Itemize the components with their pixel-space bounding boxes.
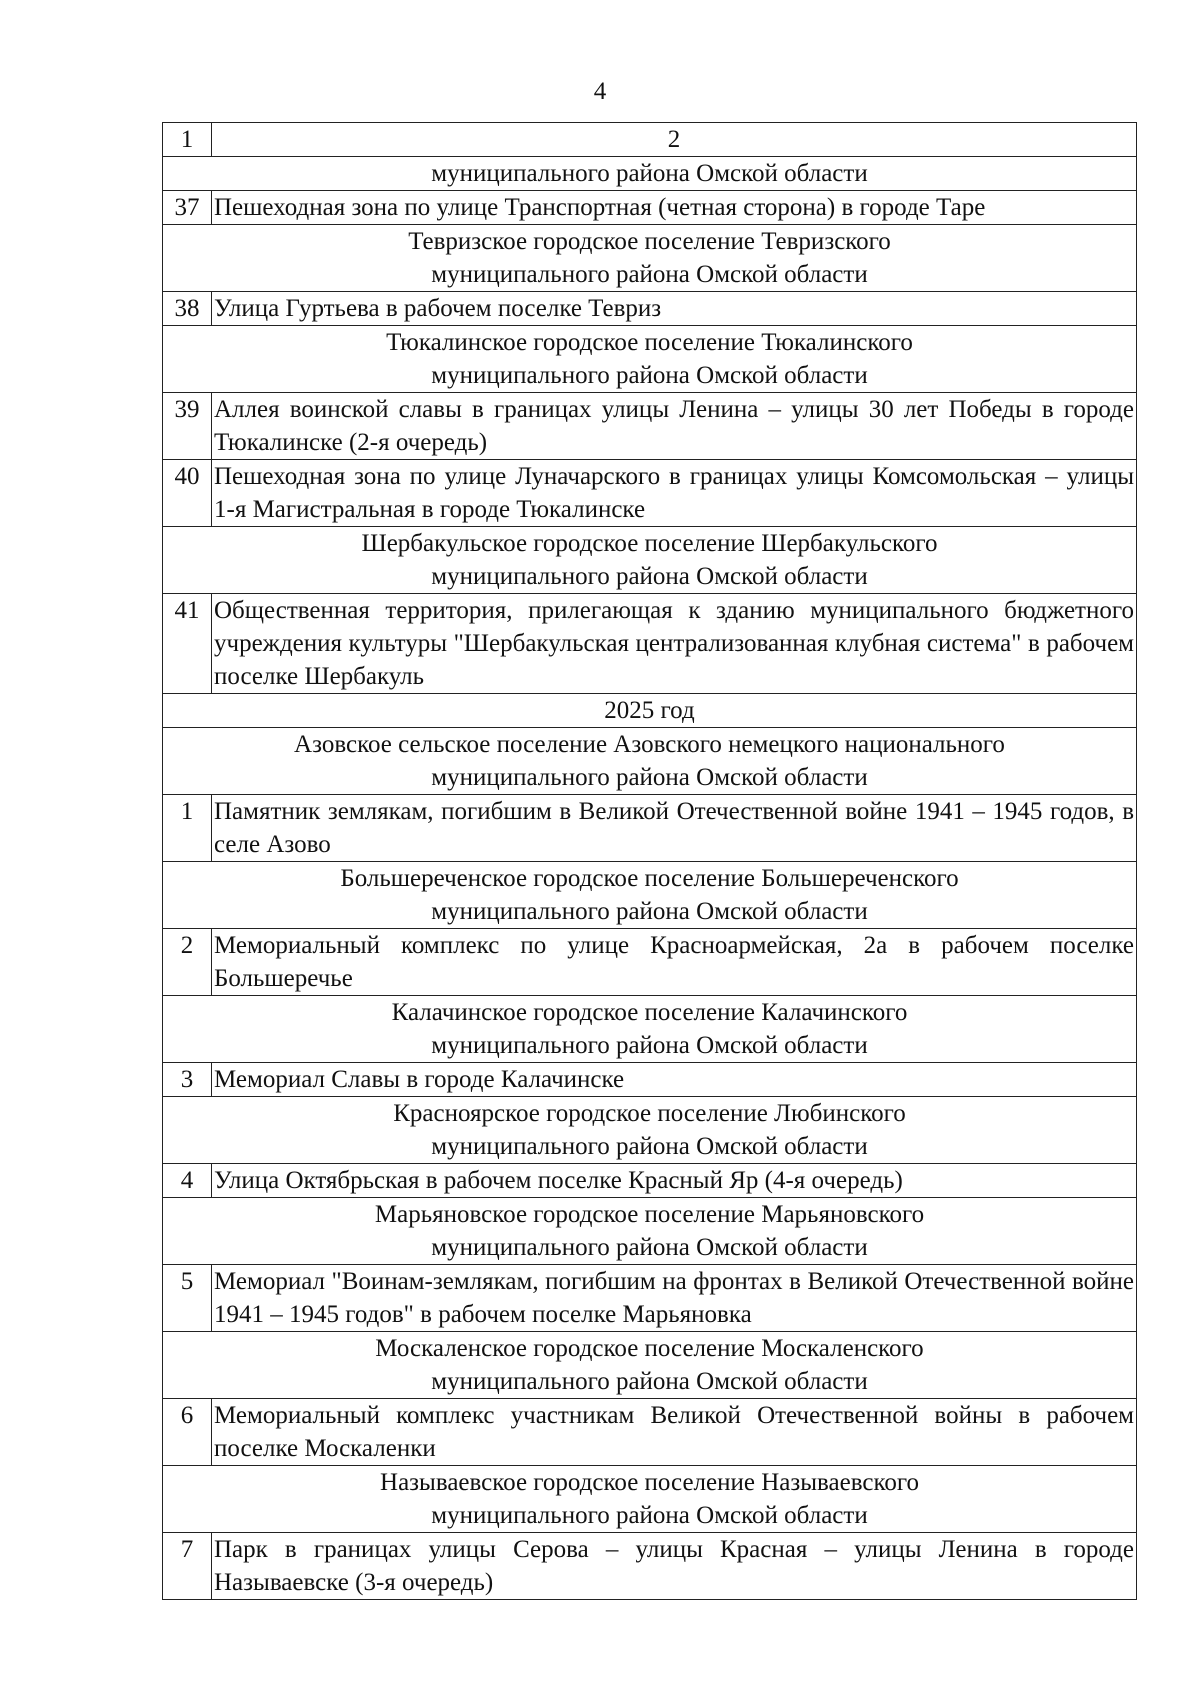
row-number: 1 [163,795,212,862]
settlement-group-row [163,527,1137,594]
settlement-group-row [163,157,1137,191]
settlement-group-row [163,225,1137,292]
settlement-heading: Называевское городское поселение Называевского муниципального района Омской области [163,1466,1137,1533]
year-row [163,694,1137,728]
row-number: 7 [163,1533,212,1600]
row-object-name: Мемориал "Воинам-землякам, погибшим на фронтах в Великой Отечественной войне 1941 – 1945 годов" в рабочем поселке Марьяновка [212,1265,1137,1332]
row-object-name: Мемориальный комплекс участникам Великой Отечественной войны в рабочем поселке Москаленки [212,1399,1137,1466]
header-col-name: 2 [212,123,1137,157]
settlement-group-row [163,1332,1137,1399]
settlement-group-row [163,1466,1137,1533]
table-row [163,1399,1137,1466]
settlement-heading: Азовское сельское поселение Азовского немецкого национального муниципального района Омской области [163,728,1137,795]
table-row [163,594,1137,694]
settlement-heading: Тевризское городское поселение Тевризского муниципального района Омской области [163,225,1137,292]
table-row [163,191,1137,225]
row-number: 37 [163,191,212,225]
settlement-group-row [163,996,1137,1063]
row-object-name: Улица Октябрьская в рабочем поселке Красный Яр (4-я очередь) [212,1164,1137,1198]
settlement-heading: Москаленское городское поселение Москаленского муниципального района Омской области [163,1332,1137,1399]
row-number: 2 [163,929,212,996]
row-object-name: Мемориал Славы в городе Калачинске [212,1063,1137,1097]
row-object-name: Аллея воинской славы в границах улицы Ленина – улицы 30 лет Победы в городе Тюкалинске (2-я очередь) [212,393,1137,460]
settlement-group-row [163,728,1137,795]
settlement-heading: Большереченское городское поселение Большереченского муниципального района Омской области [163,862,1137,929]
row-number: 41 [163,594,212,694]
row-object-name: Парк в границах улицы Серова – улицы Красная – улицы Ленина в городе Называевске (3-я очередь) [212,1533,1137,1600]
settlement-heading: Тюкалинское городское поселение Тюкалинского муниципального района Омской области [163,326,1137,393]
row-number: 38 [163,292,212,326]
table-row [163,1265,1137,1332]
settlement-group-row [163,1198,1137,1265]
settlement-group-row [163,862,1137,929]
row-number: 3 [163,1063,212,1097]
row-object-name: Общественная территория, прилегающая к зданию муниципального бюджетного учреждения культуры "Шербакульская централизованная клубная система" в рабочем поселке Шербакуль [212,594,1137,694]
row-number: 39 [163,393,212,460]
table-row [163,1063,1137,1097]
table-row [163,460,1137,527]
settlement-group-row [163,1097,1137,1164]
row-object-name: Пешеходная зона по улице Транспортная (четная сторона) в городе Таре [212,191,1137,225]
row-number: 6 [163,1399,212,1466]
settlement-heading: Красноярское городское поселение Любинского муниципального района Омской области [163,1097,1137,1164]
year-heading: 2025 год [163,694,1137,728]
table-row [163,795,1137,862]
row-object-name: Улица Гуртьева в рабочем поселке Тевриз [212,292,1137,326]
table-row [163,929,1137,996]
page-number: 4 [593,78,607,105]
settlement-heading: Марьяновское городское поселение Марьяновского муниципального района Омской области [163,1198,1137,1265]
table-row [163,292,1137,326]
table-row [163,393,1137,460]
table-row [163,1164,1137,1198]
row-number: 5 [163,1265,212,1332]
settlement-heading: Калачинское городское поселение Калачинского муниципального района Омской области [163,996,1137,1063]
row-number: 40 [163,460,212,527]
settlement-group-row [163,326,1137,393]
objects-table [162,122,1137,1600]
settlement-heading: Шербакульское городское поселение Шербакульского муниципального района Омской области [163,527,1137,594]
header-row [163,123,1137,157]
table-row [163,1533,1137,1600]
row-object-name: Пешеходная зона по улице Луначарского в границах улицы Комсомольская – улицы 1-я Магистральная в городе Тюкалинске [212,460,1137,527]
settlement-heading: муниципального района Омской области [163,157,1137,191]
row-object-name: Памятник землякам, погибшим в Великой Отечественной войне 1941 – 1945 годов, в селе Азово [212,795,1137,862]
row-object-name: Мемориальный комплекс по улице Красноармейская, 2а в рабочем поселке Большеречье [212,929,1137,996]
row-number: 4 [163,1164,212,1198]
header-col-number: 1 [163,123,212,157]
